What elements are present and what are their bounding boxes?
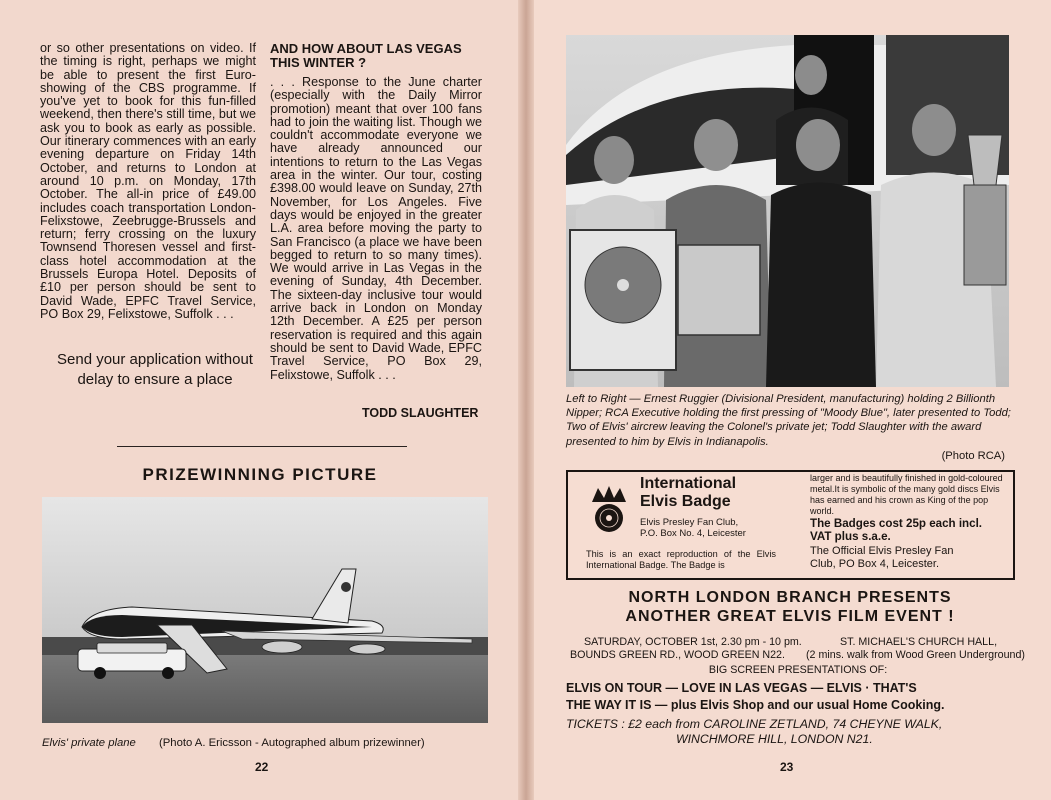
badge-title-line2: Elvis Badge <box>640 493 731 510</box>
crown-disc-badge-icon <box>588 484 630 534</box>
page-number-left: 22 <box>255 760 269 774</box>
event-date-time: SATURDAY, OCTOBER 1st, 2.30 pm - 10 pm. <box>584 636 802 648</box>
plane-photo-credit: (Photo A. Ericsson - Autographed album prizewinner) <box>158 737 425 749</box>
film-list-line2: THE WAY IT IS — plus Elvis Shop and our usual Home Cooking. <box>566 698 945 712</box>
page-number-right: 23 <box>780 760 794 774</box>
rca-photo-caption <box>566 392 1011 463</box>
big-screen-label: BIG SCREEN PRESENTATIONS OF: <box>708 664 888 676</box>
badge-repro-note: This is an exact reproduction of the Elvis International Badge. The Badge is <box>586 549 776 570</box>
private-plane-photo <box>42 497 488 723</box>
badge-price <box>810 517 1010 543</box>
rca-caption-text: Left to Right — Ernest Ruggier (Divisional President, manufacturing) holding 2 Billionth Nipper; RCA Executive holding the first pressing of "Moody Blue", later presented to Todd; Two of Elvis' aircrew leaving the Colonel's private jet; Todd Slaughter with the award presented to him by Elvis in Indianapolis. <box>566 393 1011 448</box>
prize-heading: PRIZEWINNING PICTURE <box>142 465 378 484</box>
badge-price-line2: VAT plus s.a.e. <box>810 530 891 543</box>
badge-advert <box>566 470 1015 580</box>
badge-description: larger and is beautifully finished in gold-coloured metal.It is symbolic of the many gold discs Elvis has earned and his crown as King of the pop world. <box>810 473 1003 516</box>
plane-caption-text: Elvis' private plane <box>42 737 136 749</box>
badge-address-line1: The Official Elvis Presley Fan <box>810 545 954 557</box>
badge-club-line2: P.O. Box No. 4, Leicester <box>640 528 746 539</box>
event-title-line2: ANOTHER GREAT ELVIS FILM EVENT ! <box>625 608 955 625</box>
badge-price-line1: The Badges cost 25p each incl. <box>810 517 983 530</box>
rca-group-photo <box>566 35 1009 387</box>
column-two <box>270 42 482 382</box>
event-venue-note: (2 mins. walk from Wood Green Underground) <box>806 649 1025 661</box>
badge-club-address <box>640 517 746 539</box>
plane-photo-caption <box>42 736 488 750</box>
tickets-line2: WINCHMORE HILL, LONDON N21. <box>676 732 873 746</box>
article-signature: TODD SLAUGHTER <box>362 406 479 420</box>
badge-club-line1: Elvis Presley Fan Club, <box>640 517 739 528</box>
event-venue-line1: ST. MICHAEL'S CHURCH HALL, <box>840 636 998 648</box>
badge-title <box>640 475 736 511</box>
tickets-line1: TICKETS : £2 each from CAROLINE ZETLAND, 74 CHEYNE WALK, <box>566 717 943 731</box>
badge-address-line2: Club, PO Box 4, Leicester. <box>810 558 940 570</box>
send-application-note: Send your application without delay to ensure a place <box>57 351 253 388</box>
column-one <box>40 42 256 321</box>
event-title-line1: NORTH LONDON BRANCH PRESENTS <box>628 589 952 606</box>
event-venue-line2: BOUNDS GREEN RD., WOOD GREEN N22. <box>570 649 785 661</box>
badge-order-address <box>810 545 1010 571</box>
las-vegas-heading: AND HOW ABOUT LAS VEGAS THIS WINTER ? <box>270 41 462 70</box>
badge-title-line1: International <box>640 475 737 492</box>
film-list-line1: ELVIS ON TOUR — LOVE IN LAS VEGAS — ELVIS · THAT'S <box>566 681 917 695</box>
column-two-text: . . . Response to the June charter (especially with the Daily Mirror promotion) meant that over 100 fans had to join the waiting list. Though we couldn't accommodate everyone we have already announced our intentions to return to the Las Vegas area in the winter. Our tour, costing £398.00 would leave on Sunday, 27th November, for Los Angeles. Five days would be enjoyed in the greater L.A. area before moving the party to San Francisco (a place we have been begged to return to so many times). We would arrive in Las Vegas in the evening of Sunday, 4th December. The sixteen-day inclusive tour would arrive back in London on Monday 12th December. A £25 per person reservation is required and this again should be sent to David Wade, EPFC Travel Service, PO Box 29, Felixstowe, Suffolk . . . <box>270 75 482 382</box>
column-one-text: or so other presentations on video. If the timing is right, perhaps we might be able to present the first Euro-showing of the CBS programme. If you've yet to book for this fun-filled weekend, then there's still time, but we ask you to book as early as possible. Our itinerary commences with an early evening departure on Friday 14th October, and returns to London at around 10 p.m. on Monday, 17th October. The all-in price of £49.00 includes coach transportation London-Felixstowe, Zeebrugge-Brussels and return; ferry crossing on the luxury Townsend Thoresen vessel and first-class hotel accommodation at the Brussels Europa Hotel. Deposits of £10 per person should be sent to David Wade, EPFC Travel Service, PO Box 29, Felixstowe, Suffolk . . . <box>40 41 256 321</box>
binding-gutter <box>518 0 534 800</box>
rca-photo-credit: (Photo RCA) <box>941 449 1005 462</box>
section-divider <box>117 446 407 447</box>
